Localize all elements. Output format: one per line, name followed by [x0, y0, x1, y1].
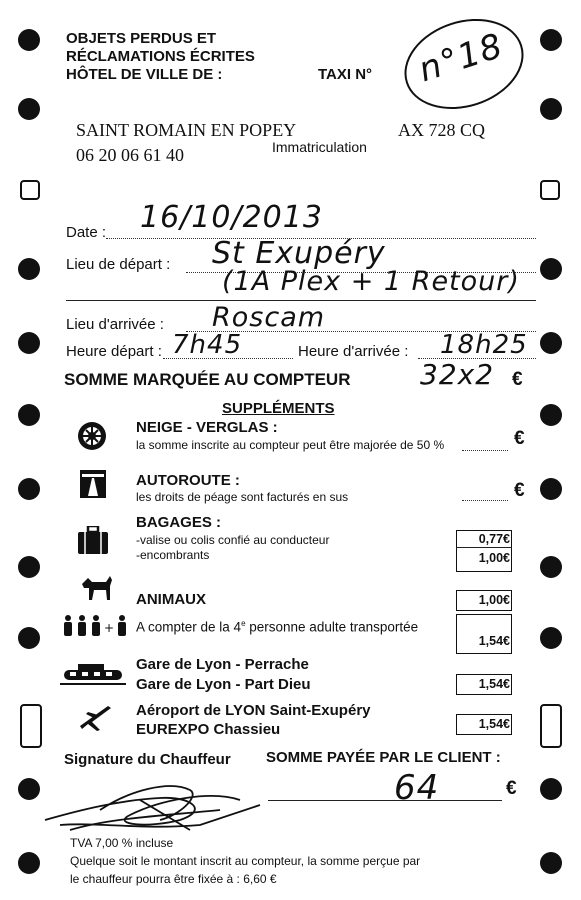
aeroport-lyon: Aéroport de LYON Saint-Exupéry	[136, 702, 371, 719]
neige-amount-line	[462, 450, 508, 451]
personne-sup: e	[241, 619, 246, 628]
arrival-label: Lieu d'arrivée :	[66, 316, 164, 333]
header-line-1: OBJETS PERDUS ET	[66, 30, 217, 47]
binder-hole	[18, 98, 40, 120]
binder-hole	[540, 29, 562, 51]
autoroute-text: les droits de péage sont facturés en sus	[136, 490, 349, 504]
taxi-number-value: n°18	[413, 25, 508, 91]
binder-hole	[540, 98, 562, 120]
binder-hole	[18, 627, 40, 649]
binder-hole	[18, 29, 40, 51]
heure-depart-label: Heure départ :	[66, 343, 162, 360]
plate-label: Immatriculation	[272, 139, 367, 155]
binder-slot	[540, 704, 562, 748]
depart-label: Lieu de départ :	[66, 256, 171, 273]
bagages-item-2: -encombrants	[136, 548, 210, 562]
signature-label: Signature du Chauffeur	[64, 751, 231, 768]
heure-depart-value: 7h45	[172, 330, 243, 360]
depart-line-2	[66, 300, 536, 301]
svg-text:+: +	[104, 621, 115, 635]
footer-note-1: Quelque soit le montant inscrit au compteur, la somme perçue par	[70, 854, 421, 868]
header-line-3: HÔTEL DE VILLE DE :	[66, 66, 223, 83]
dog-icon	[80, 572, 114, 602]
depart-note: (1A Plex + 1 Retour)	[222, 266, 520, 297]
personne-text	[136, 619, 418, 635]
price-animaux: 1,00€	[478, 593, 510, 607]
driver-signature	[40, 770, 270, 840]
personne-text-b: personne adulte transportée	[245, 619, 419, 635]
binder-hole	[540, 404, 562, 426]
binder-hole	[18, 778, 40, 800]
price-personne: 1,54€	[478, 634, 510, 648]
binder-hole	[18, 852, 40, 874]
binder-hole	[18, 258, 40, 280]
binder-hole	[540, 778, 562, 800]
date-value: 16/10/2013	[140, 200, 323, 235]
header-line-2: RÉCLAMATIONS ÉCRITES	[66, 48, 255, 65]
binder-hole	[540, 478, 562, 500]
paid-euro: €	[506, 778, 517, 799]
binder-hole	[540, 852, 562, 874]
eurexpo: EUREXPO Chassieu	[136, 721, 281, 738]
supplements-title: SUPPLÉMENTS	[222, 400, 335, 417]
binder-hole	[18, 556, 40, 578]
neige-euro: €	[514, 428, 525, 449]
train-icon	[60, 660, 126, 688]
paid-value: 64	[394, 768, 440, 808]
binder-slot	[20, 180, 40, 200]
operator-name: SAINT ROMAIN EN POPEY	[76, 120, 297, 140]
heure-arrivee-label: Heure d'arrivée :	[298, 343, 409, 360]
binder-hole	[540, 556, 562, 578]
bagages-item-1: -valise ou colis confié au conducteur	[136, 533, 330, 547]
tva-text: TVA 7,00 % incluse	[70, 836, 174, 850]
snowflake-icon	[76, 420, 108, 452]
price-aeroport: 1,54€	[478, 717, 510, 731]
compteur-euro: €	[512, 369, 523, 390]
personne-text-a: A compter de la 4	[136, 619, 242, 635]
autoroute-euro: €	[514, 480, 525, 501]
binder-hole	[540, 258, 562, 280]
price-gare: 1,54€	[478, 677, 510, 691]
price-encombrants: 1,00€	[478, 551, 510, 565]
binder-slot	[540, 180, 560, 200]
arrival-value: Roscam	[212, 302, 326, 333]
paid-label: SOMME PAYÉE PAR LE CLIENT :	[266, 749, 501, 766]
gare-part-dieu: Gare de Lyon - Part Dieu	[136, 676, 311, 693]
price-box-divider	[456, 547, 512, 548]
binder-hole	[18, 332, 40, 354]
binder-hole	[540, 627, 562, 649]
compteur-label: SOMME MARQUÉE AU COMPTEUR	[64, 370, 351, 389]
gare-perrache: Gare de Lyon - Perrache	[136, 656, 309, 673]
footer-note-2: le chauffeur pourra être fixée à : 6,60 €	[70, 872, 277, 886]
price-valise: 0,77€	[478, 532, 510, 546]
operator-phone: 06 20 06 61 40	[76, 145, 184, 165]
header-block	[66, 30, 255, 84]
neige-text: la somme inscrite au compteur peut être majorée de 50 %	[136, 438, 445, 452]
highway-icon	[80, 470, 106, 498]
binder-hole	[540, 332, 562, 354]
airplane-icon	[78, 702, 112, 732]
date-label: Date :	[66, 224, 107, 241]
binder-hole	[18, 404, 40, 426]
autoroute-title: AUTOROUTE :	[136, 472, 240, 489]
animaux-title: ANIMAUX	[136, 591, 206, 608]
compteur-value: 32x2	[420, 358, 495, 391]
paid-line	[268, 800, 502, 801]
binder-hole	[18, 478, 40, 500]
autoroute-amount-line	[462, 500, 508, 501]
bagages-title: BAGAGES :	[136, 514, 222, 531]
suitcase-icon	[78, 526, 108, 554]
taxi-number-label: TAXI N°	[318, 66, 373, 83]
heure-arrivee-value: 18h25	[440, 330, 528, 360]
binder-slot	[20, 704, 42, 748]
depart-value: St Exupéry	[212, 236, 386, 271]
neige-title: NEIGE - VERGLAS :	[136, 419, 278, 436]
vehicle-plate: AX 728 CQ	[398, 120, 486, 140]
persons-icon	[62, 614, 132, 638]
